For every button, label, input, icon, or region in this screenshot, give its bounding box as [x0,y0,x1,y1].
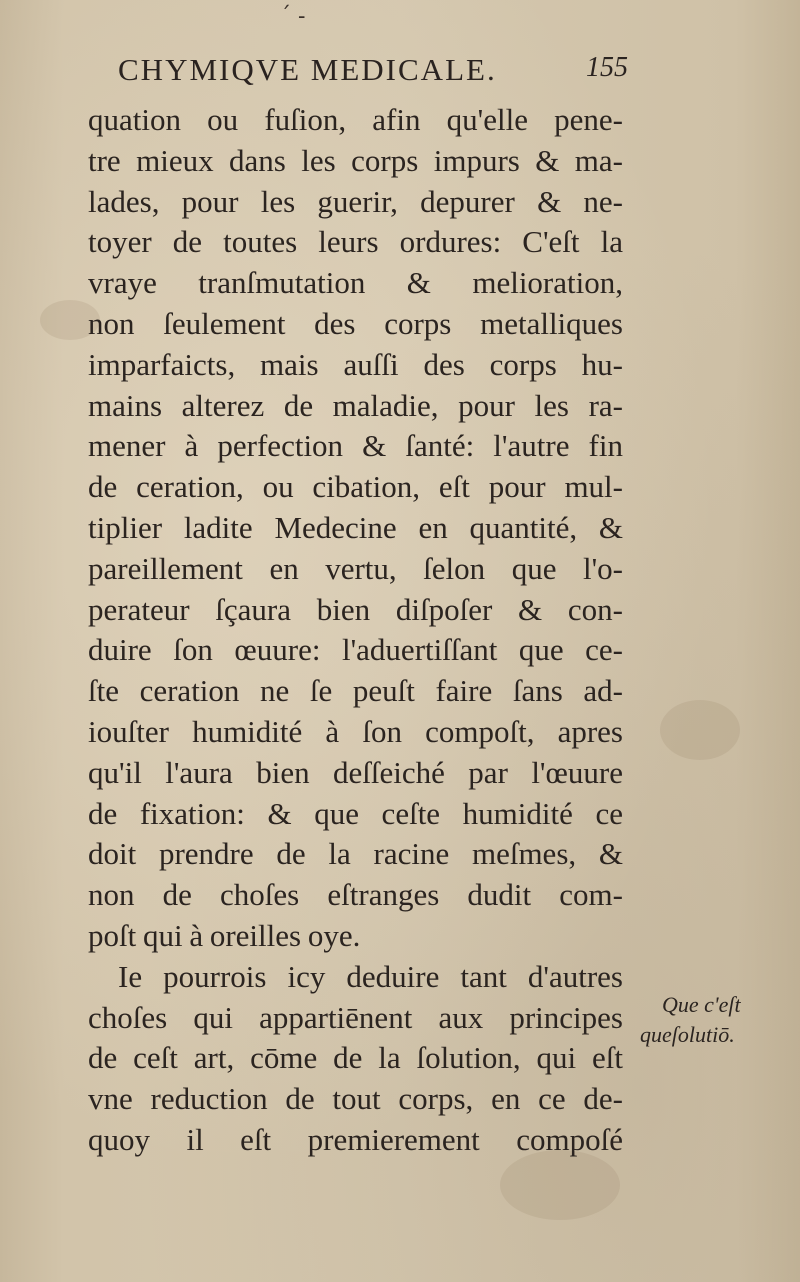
text-line: choſes qui appartiēnent aux principes [88,999,623,1035]
running-title: CHYMIQVE MEDICALE. [118,52,497,87]
text-line: lades, pour les guerir, depurer & ne- [88,183,623,219]
text-line: vraye tranſmutation & melioration, [88,265,623,301]
text-line: poſt qui à oreilles oye. [88,917,361,953]
text-line: mains alterez de maladie, pour les ra- [88,387,623,423]
text-line: qu'il l'aura bien deſſeiché par l'œuure [88,754,623,790]
text-line: non de choſes eſtranges dudit com- [88,877,623,913]
text-line: de ceſt art, cōme de la ſolution, qui eſt [88,1040,623,1076]
page-number: 155 [586,52,628,83]
text-line: ſte ceration ne ſe peuſt faire ſans ad- [88,673,623,709]
text-line: mener à perfection & ſanté: l'autre fin [88,428,623,464]
running-head [118,52,628,92]
marginal-note [640,990,790,1050]
text-line: pareillement en vertu, ſelon que l'o- [88,550,623,586]
marginal-note-line: Que c'eſt [662,992,741,1017]
text-line: perateur ſçaura bien diſpoſer & con- [88,591,623,627]
text-line: quoy il eſt premierement compoſé [88,1121,623,1157]
body-text [88,100,623,1161]
text-line: Ie pourrois icy deduire tant d'autres [118,958,623,994]
text-line: doit prendre de la racine meſmes, & [88,836,623,872]
text-line: de ceration, ou cibation, eſt pour mul- [88,469,623,505]
text-line: tiplier ladite Medecine en quantité, & [88,509,623,545]
ink-mark: ˊ ‐ [280,4,306,29]
text-line: duire ſon œuure: l'aduertiſſant que ce- [88,632,623,668]
text-line: imparfaicts, mais auſſi des corps hu- [88,346,623,382]
text-line: non ſeulement des corps metalliques [88,305,623,341]
text-line: de fixation: & que ceſte humidité ce [88,795,623,831]
text-line: quation ou fuſion, afin qu'elle pene- [88,102,623,137]
marginal-note-line: queſolutiō. [640,1022,735,1047]
text-line: tre mieux dans les corps impurs & ma- [88,142,623,178]
paper-stain [660,700,740,760]
text-line: toyer de toutes leurs ordures: C'eſt la [88,224,623,260]
text-line: iouſter humidité à ſon compoſt, apres [88,713,623,749]
text-line: vne reduction de tout corps, en ce de- [88,1081,623,1117]
